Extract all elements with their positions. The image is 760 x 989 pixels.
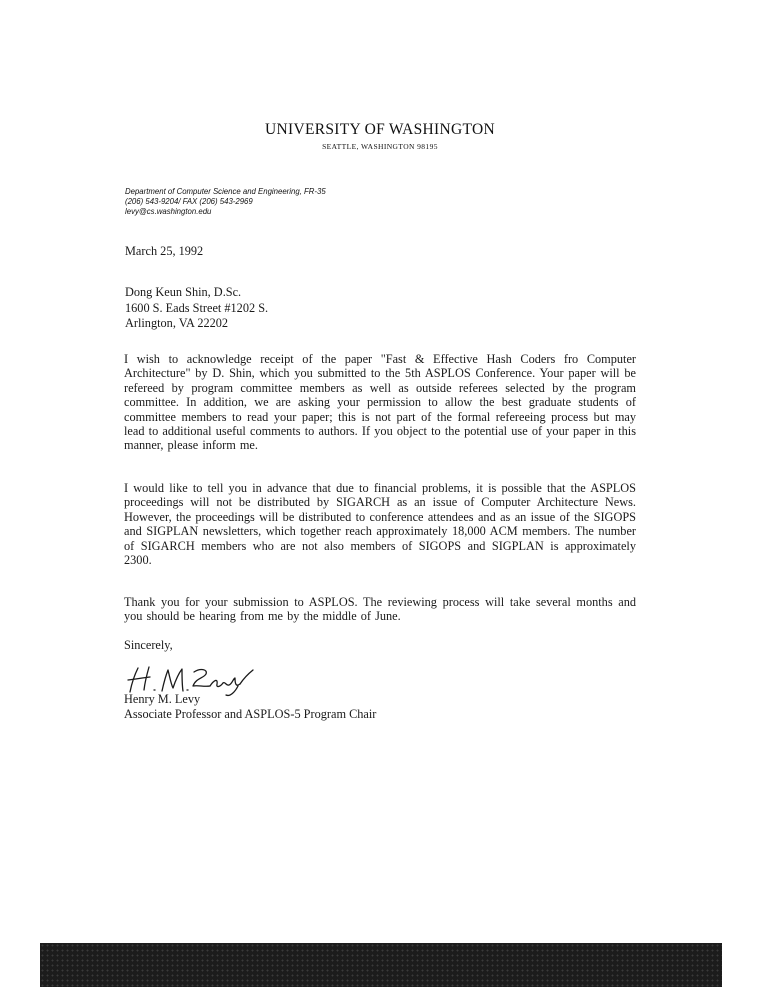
department-email: levy@cs.washington.edu: [125, 207, 212, 216]
letter-date: March 25, 1992: [125, 244, 204, 258]
recipient-name: Dong Keun Shin, D.Sc.: [125, 285, 242, 299]
closing: Sincerely,: [124, 638, 173, 652]
university-address: SEATTLE, WASHINGTON 98195: [322, 142, 438, 151]
recipient-street: 1600 S. Eads Street #1202 S.: [125, 300, 269, 315]
body-paragraph-3: Thank you for your submission to ASPLOS. The reviewing process will take several months and you should be hearing from me by the middle of June.: [124, 595, 636, 624]
letterhead: [0, 121, 760, 151]
signer-title: Associate Professor and ASPLOS-5 Program Chair: [124, 707, 377, 721]
university-name: UNIVERSITY OF WASHINGTON: [265, 121, 495, 138]
department-block: [125, 187, 326, 217]
signer-block: [124, 692, 376, 722]
scan-bottom-band: [40, 943, 722, 987]
body-paragraph-2: I would like to tell you in advance that due to financial problems, it is possible that the ASPLOS proceedings will not be distributed by SIGARCH as an issue of Computer Architecture News. However, the proceedings will be distributed to conference attendees and as an issue of the SIGOPS and SIGPLAN newsletters, which together reach approximately 18,000 ACM members. The number of SIGARCH members who are not also members of SIGOPS and SIGPLAN is approximately 2300.: [124, 481, 636, 568]
department-phone: (206) 543-9204/ FAX (206) 543-2969: [125, 197, 253, 206]
body-paragraph-1: I wish to acknowledge receipt of the paper "Fast & Effective Hash Coders fro Computer Architecture" by D. Shin, which you submitted to the 5th ASPLOS Conference. Your paper will be refereed by program committee members as well as outside referees selected by the program committee. In addition, we are asking your permission to allow the best graduate students of committee members to read your paper; this is not part of the formal refereeing process but may lead to additional useful comments to authors. If you object to the potential use of your paper in this manner, please inform me.: [124, 352, 636, 453]
department-name: Department of Computer Science and Engineering, FR-35: [125, 187, 326, 196]
recipient-address: [125, 285, 268, 332]
signer-name: Henry M. Levy: [124, 692, 201, 706]
recipient-city: Arlington, VA 22202: [125, 316, 229, 330]
